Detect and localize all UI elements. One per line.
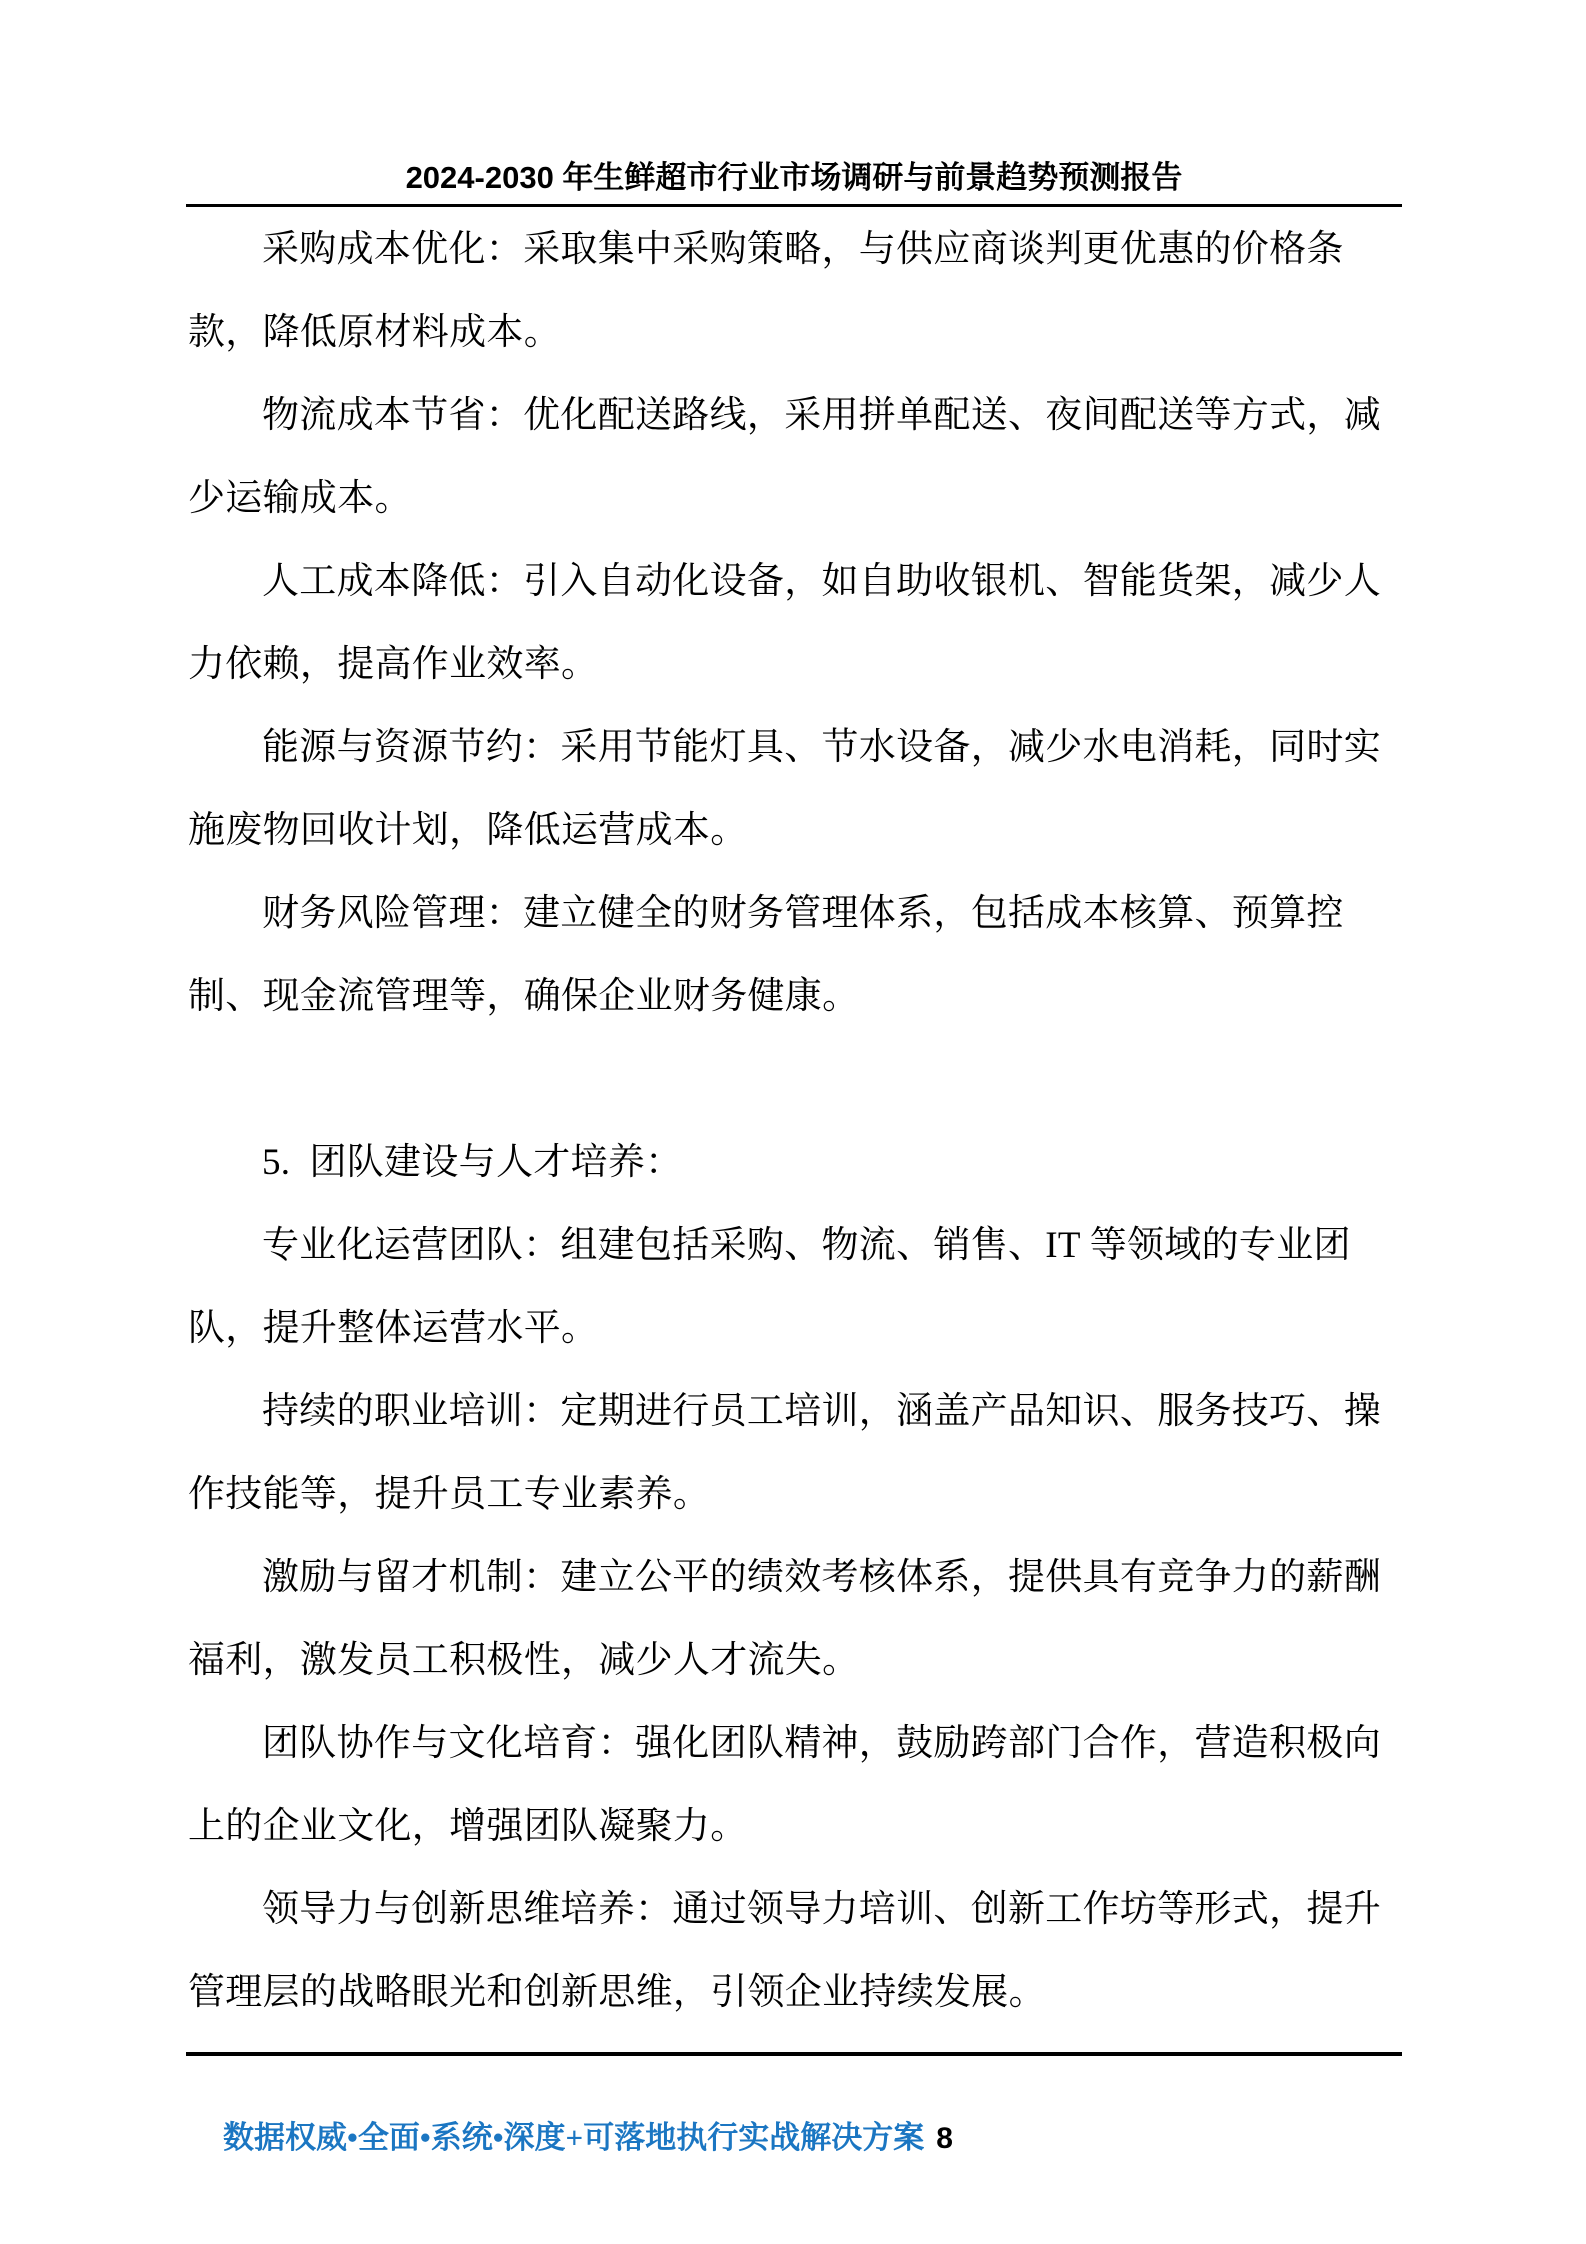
- body-line: 人工成本降低：引入自动化设备，如自助收银机、智能货架，减少人: [262, 561, 1381, 602]
- body-line: 激励与留才机制：建立公平的绩效考核体系，提供具有竞争力的薪酬: [262, 1557, 1381, 1598]
- body-line: 福利，激发员工积极性，减少人才流失。: [188, 1640, 860, 1681]
- document-body: [188, 208, 1404, 2034]
- body-line: 财务风险管理：建立健全的财务管理体系，包括成本核算、预算控: [262, 893, 1344, 934]
- footer-page-number: 8: [936, 2122, 953, 2155]
- page-header-title: 2024-2030 年生鲜超市行业市场调研与前景趋势预测报告: [405, 160, 1183, 195]
- body-line: 施废物回收计划，降低运营成本。: [188, 810, 748, 851]
- body-line: 采购成本优化：采取集中采购策略，与供应商谈判更优惠的价格条: [262, 229, 1344, 270]
- body-line: 能源与资源节约：采用节能灯具、节水设备，减少水电消耗，同时实: [262, 727, 1381, 768]
- body-line: 作技能等，提升员工专业素养。: [188, 1474, 711, 1515]
- body-line: [188, 1038, 1404, 1121]
- body-line: 团队协作与文化培育：强化团队精神，鼓励跨部门合作，营造积极向: [262, 1723, 1381, 1764]
- body-line: 5. 团队建设与人才培养：: [262, 1142, 683, 1183]
- body-line: 队，提升整体运营水平。: [188, 1308, 599, 1349]
- body-line: 领导力与创新思维培养：通过领导力培训、创新工作坊等形式，提升: [262, 1889, 1381, 1930]
- body-line: 款，降低原材料成本。: [188, 312, 561, 353]
- body-line: 少运输成本。: [188, 478, 412, 519]
- body-line: 制、现金流管理等，确保企业财务健康。: [188, 976, 860, 1017]
- footer-slogan: 数据权威•全面•系统•深度+可落地执行实战解决方案: [223, 2120, 925, 2155]
- footer-divider: [186, 2052, 1402, 2056]
- body-line: 上的企业文化，增强团队凝聚力。: [188, 1806, 748, 1847]
- body-line: 管理层的战略眼光和创新思维，引领企业持续发展。: [188, 1972, 1046, 2013]
- body-line: 力依赖，提高作业效率。: [188, 644, 599, 685]
- body-line: 物流成本节省：优化配送路线，采用拼单配送、夜间配送等方式，减: [262, 395, 1381, 436]
- body-line: 专业化运营团队：组建包括采购、物流、销售、IT 等领域的专业团: [262, 1225, 1351, 1266]
- body-line: 持续的职业培训：定期进行员工培训，涵盖产品知识、服务技巧、操: [262, 1391, 1381, 1432]
- page-footer: [192, 2078, 1408, 2199]
- header-divider: [186, 204, 1402, 207]
